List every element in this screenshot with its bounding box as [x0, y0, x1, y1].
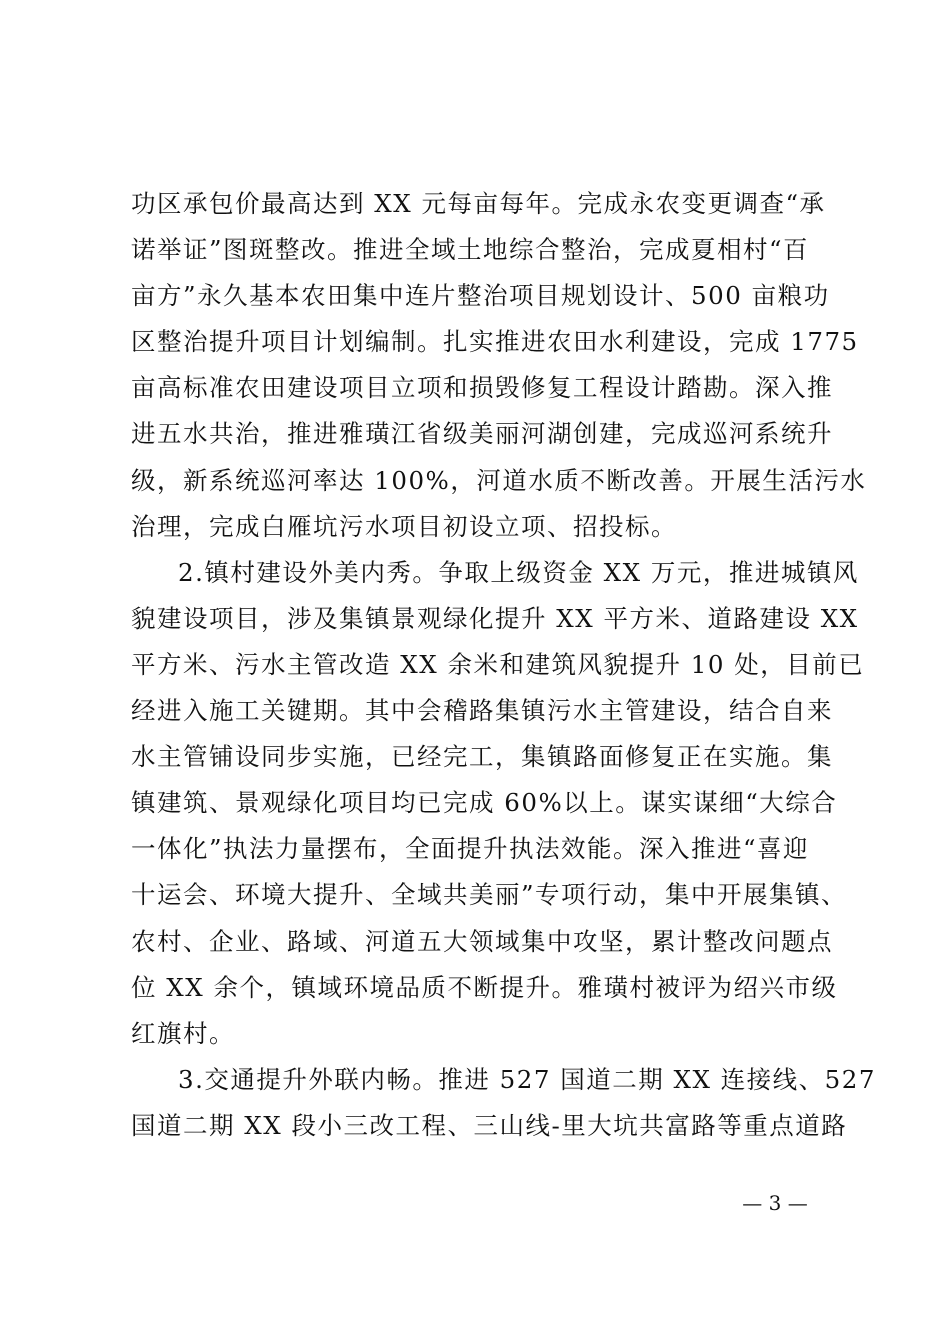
paragraph-2-first-line: 2.镇村建设外美内秀。争取上级资金 XX 万元，推进城镇风	[178, 557, 859, 587]
text-line: 区整治提升项目计划编制。扎实推进农田水利建设，完成 1775	[131, 327, 859, 357]
text-line: 进五水共治，推进雅璜江省级美丽河湖创建，完成巡河系统升	[131, 419, 833, 449]
text-line: 农村、企业、路域、河道五大领域集中攻坚，累计整改问题点	[131, 926, 833, 956]
text-line: 位 XX 余个，镇域环境品质不断提升。雅璜村被评为绍兴市级	[131, 972, 838, 1002]
text-line: 镇建筑、景观绿化项目均已完成 60%以上。谋实谋细“大综合	[131, 788, 838, 818]
text-line: 国道二期 XX 段小三改工程、三山线-里大坑共富路等重点道路	[131, 1110, 848, 1140]
text-line: 红旗村。	[131, 1018, 235, 1048]
text-line: 亩方”永久基本农田集中连片整治项目规划设计、500 亩粮功	[131, 281, 830, 311]
text-line: 治理，完成白雁坑污水项目初设立项、招投标。	[131, 511, 677, 541]
text-line: 亩高标准农田建设项目立项和损毁修复工程设计踏勘。深入推	[131, 373, 833, 403]
page-number: — 3 —	[742, 1191, 808, 1215]
text-line: 十运会、环境大提升、全域共美丽”专项行动，集中开展集镇、	[131, 880, 848, 910]
text-line: 平方米、污水主管改造 XX 余米和建筑风貌提升 10 处，目前已	[131, 649, 865, 679]
text-line: 级，新系统巡河率达 100%，河道水质不断改善。开展生活污水	[131, 465, 867, 495]
text-line: 诺举证”图斑整改。推进全域土地综合整治，完成夏相村“百	[131, 235, 810, 265]
body-text	[131, 181, 876, 1149]
text-line: 水主管铺设同步实施，已经完工，集镇路面修复正在实施。集	[131, 742, 833, 772]
text-line: 一体化”执法力量摆布，全面提升执法效能。深入推进“喜迎	[131, 834, 810, 864]
paragraph-3-first-line: 3.交通提升外联内畅。推进 527 国道二期 XX 连接线、527	[178, 1064, 876, 1094]
text-line: 貌建设项目，涉及集镇景观绿化提升 XX 平方米、道路建设 XX	[131, 603, 859, 633]
text-line: 功区承包价最高达到 XX 元每亩每年。完成永农变更调查“承	[131, 189, 826, 218]
text-line: 经进入施工关键期。其中会稽路集镇污水主管建设，结合自来	[131, 696, 833, 726]
